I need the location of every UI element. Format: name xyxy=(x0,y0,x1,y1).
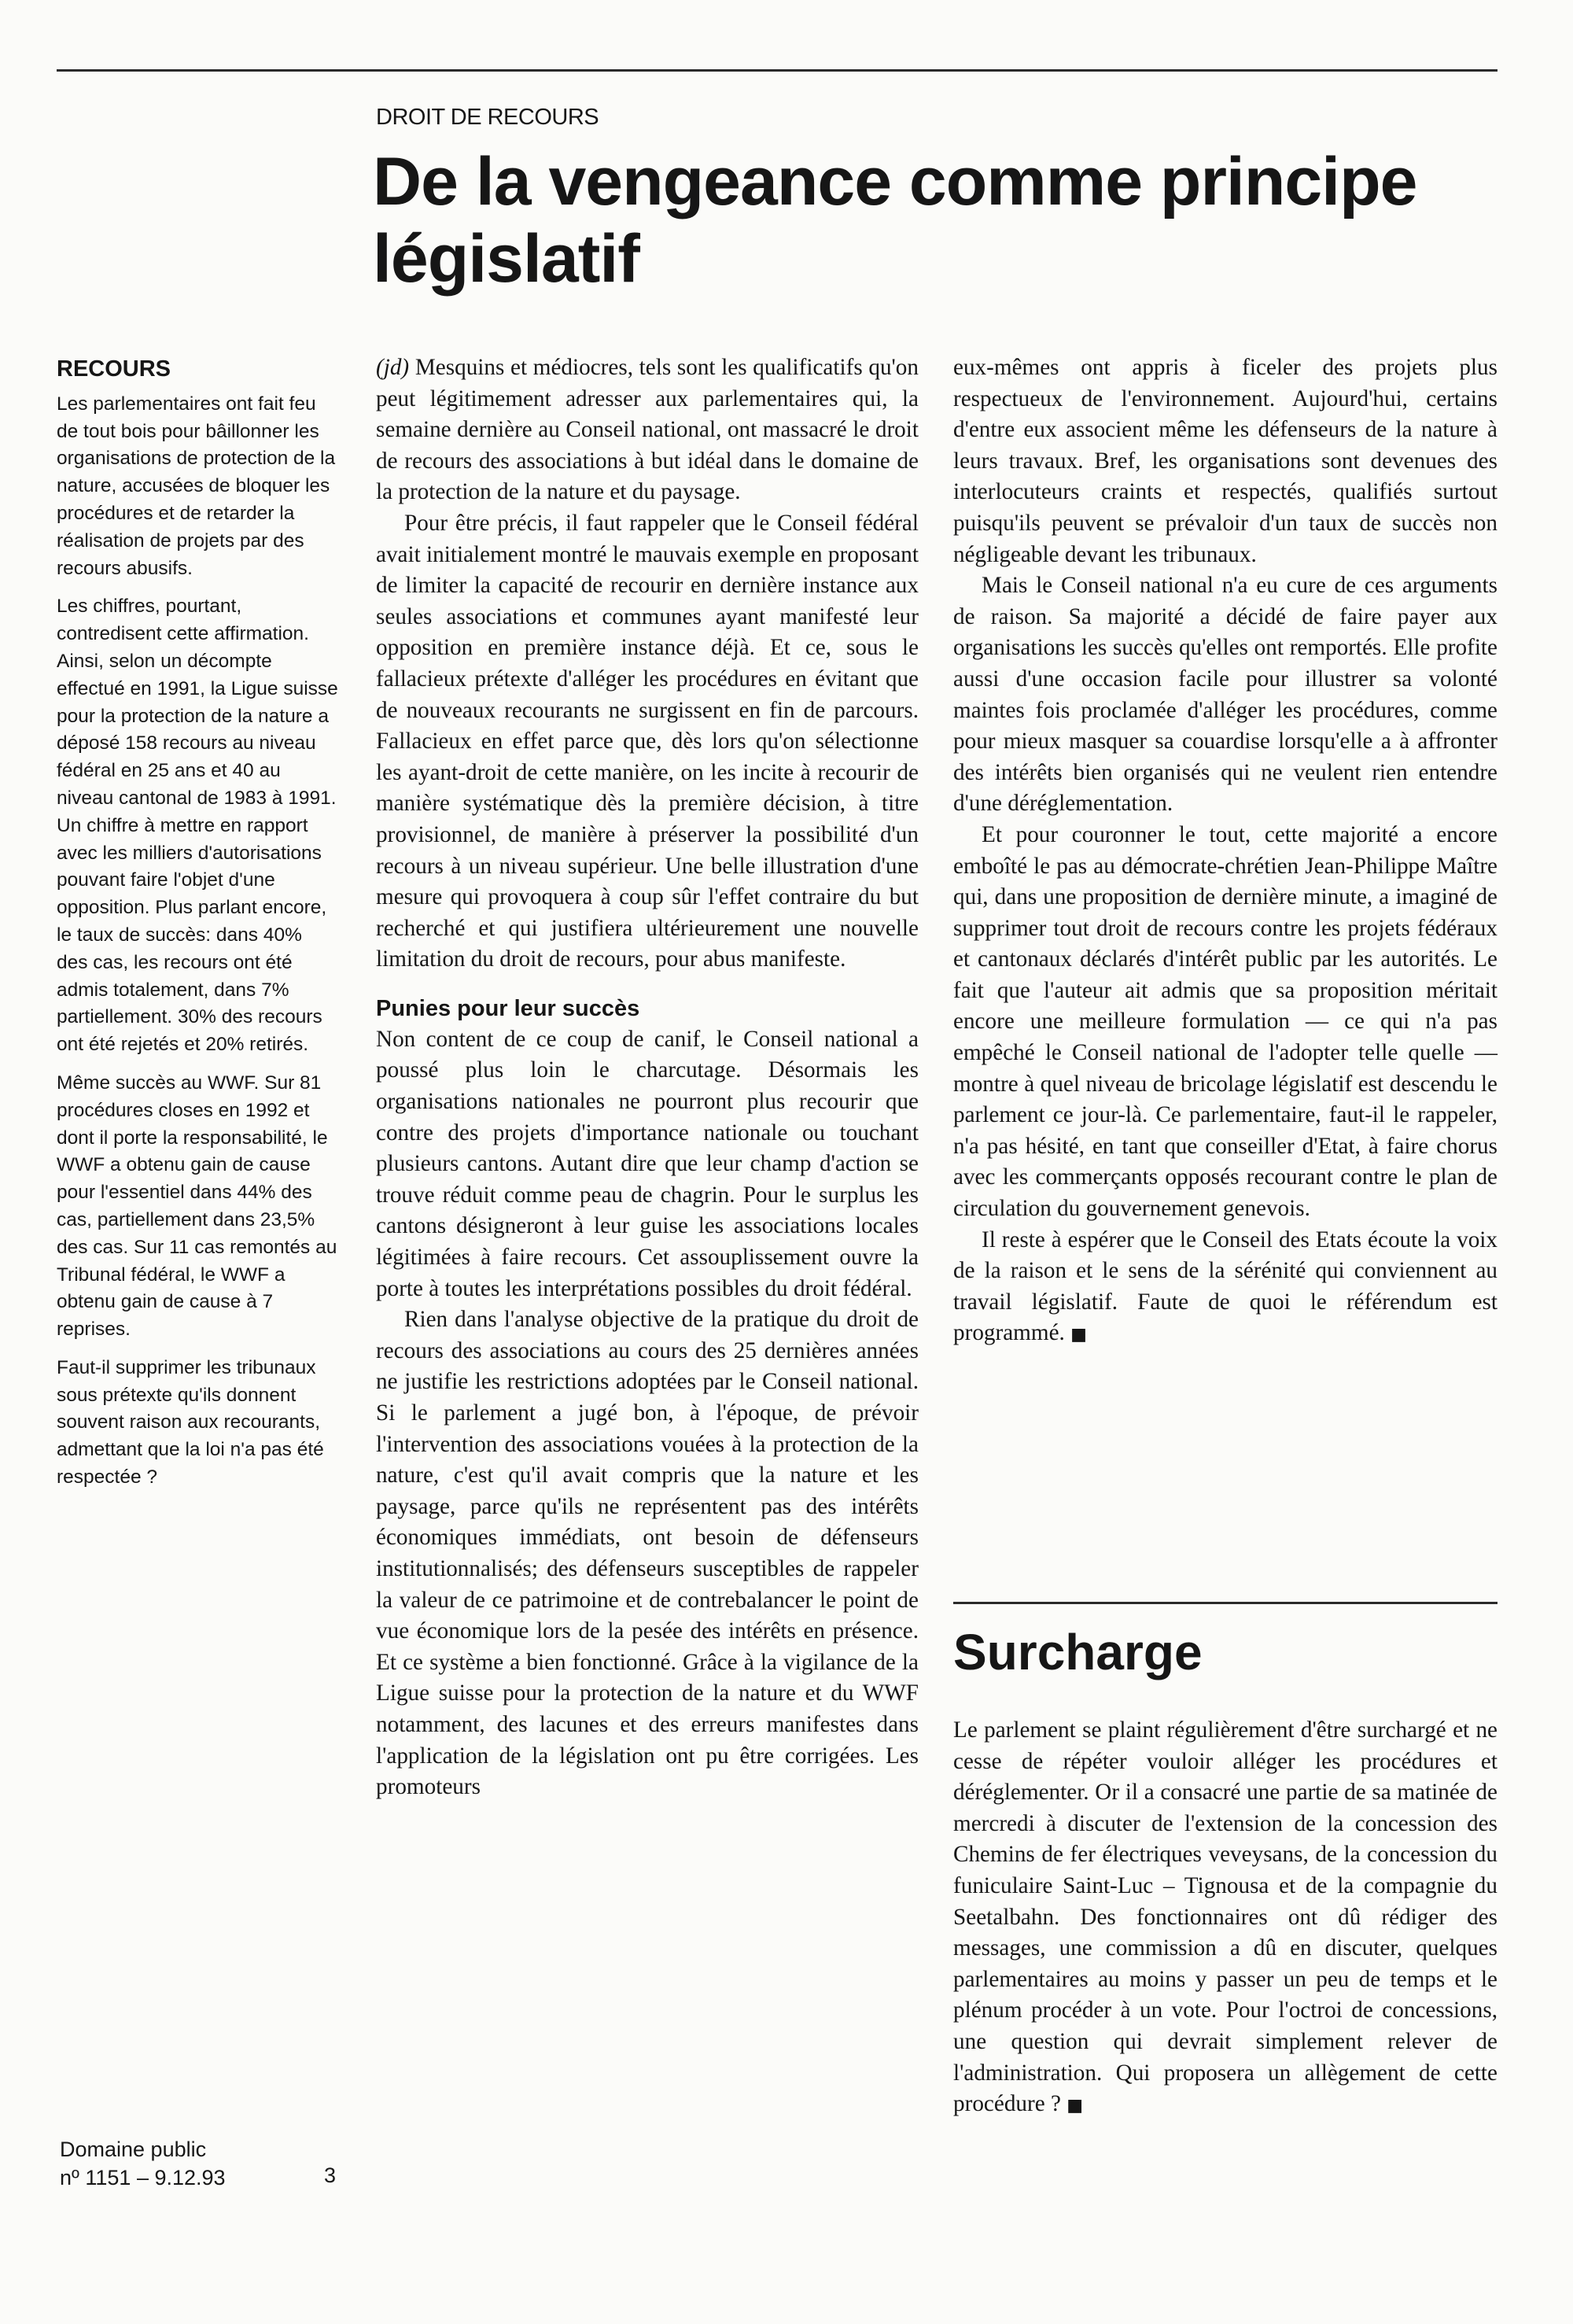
article-paragraph: Et pour couronner le tout, cette majorité a encore emboîté le pas au démocrate-chrétien Jean-Philippe Maître qui, dans une proposition de dernière minute, a imaginé de supprimer tout droit de recours contre les projets fédéraux et cantonaux déclarés d'intérêt public par les autorités. Le fait que l'auteur ait admis que sa proposition méritait encore une meilleure formulation — ce qui n'a pas empêché le Conseil national de l'adopter telle quelle — montre à quel niveau de bricolage législatif est descendu le parlement ce jour-là. Ce parlementaire, faut-il le rappeler, n'a pas hésité, en tant que conseiller d'Etat, à faire chorus avec les commerçants opposés recourant contre le plan de circulation du gouvernement genevois. xyxy=(953,821,1497,1222)
article-column-1 xyxy=(376,352,919,1803)
article-paragraph: Pour être précis, il faut rappeler que le Conseil fédéral avait initialement montré le mauvais exemple en proposant de limiter la capacité de recourir en dernière instance aux seules associations et communes ayant manifesté leur opposition en première instance déjà. Et ce, sous le fallacieux prétexte d'alléger les procédures en évitant que de nouveaux recourants ne surgissent en fin de parcours. Fallacieux en effet parce que, dès lors qu'on sélectionne les ayant-droit de cette manière, on les incite à recourir de manière systématique dès la première décision, à titre provisionnel, de manière à préserver la possibilité d'un recours à un niveau supérieur. Une belle illustration d'une mesure qui provoquera à coup sûr l'effet contraire du but recherché et qui justifiera ultérieurement une nouvelle limitation du droit de recours, pour abus manifeste. xyxy=(376,510,919,972)
sidebar-heading: RECOURS xyxy=(57,356,171,382)
box-rule xyxy=(953,1602,1497,1604)
article-column-2 xyxy=(953,352,1497,1351)
article-title: De la vengeance comme principe législatif xyxy=(373,144,1417,297)
sidebar-paragraph: Même succès au WWF. Sur 81 procédures closes en 1992 et dont il porte la responsabilité, le WWF a obtenu gain de cause pour l'essentiel dans 44% des cas, partiellement dans 23,5% des cas. Sur 11 cas remontés au Tribunal fédéral, le WWF a obtenu gain de cause à 7 reprises. xyxy=(57,1072,337,1341)
box-title: Surcharge xyxy=(953,1624,1203,1680)
end-mark-icon: ■ xyxy=(1066,2096,1084,2116)
article-subheading: Punies pour leur succès xyxy=(376,995,640,1021)
publication-name: Domaine public xyxy=(60,2138,207,2161)
sidebar-recours xyxy=(57,356,338,1503)
footer xyxy=(60,2135,343,2192)
box-text xyxy=(953,1715,1497,2122)
box-paragraph: Le parlement se plaint régulièrement d'être surchargé et ne cesse de répéter vouloir alléger les procédures et déréglementer. Or il a consacré une partie de sa matinée de mercredi à discuter de l'extension de la concession des Chemins de fer électriques veveysans, de la concession du funiculaire Saint-Luc – Tignousa et de la compagnie du Seetalbahn. Des fonctionnaires ont dû rédiger des messages, une commission a dû en discuter, quelques parlementaires au moins y passer un peu de temps et le plénum procéder à un vote. Pour l'octroi de concessions, une question qui devrait simplement relever de l'administration. Qui proposera un allègement de cette procédure ? ■ xyxy=(953,1717,1497,2117)
sidebar-paragraph: Faut-il supprimer les tribunaux sous prétexte qu'ils donnent souvent raison aux recourants, admettant que la loi n'a pas été respectée ? xyxy=(57,1356,324,1488)
article-paragraph: Non content de ce coup de canif, le Conseil national a poussé plus loin le charcutage. Désormais les organisations nationales ne pourront plus recourir que contre des projets d'importance nationale ou touchant plusieurs cantons. Autant dire que leur champ d'action se trouve réduit comme peau de chagrin. Pour le surplus les cantons désigneront à leur guise les associations locales légitimées à faire recours. Cet assouplissement ouvre la porte à toutes les interprétations possibles du droit fédéral. xyxy=(376,1026,919,1301)
article-paragraph: (jd) Mesquins et médiocres, tels sont les qualificatifs qu'on peut légitimement adresser aux parlementaires qui, la semaine dernière au Conseil national, ont massacré le droit de recours des associations à but idéal dans le domaine de la protection de la nature et du paysage. xyxy=(376,355,919,505)
article-paragraph: Rien dans l'analyse objective de la pratique du droit de recours des associations au cours des 25 dernières années ne justifie les restrictions adoptées par le Conseil national. Si le parlement a jugé bon, à l'époque, de prévoir l'intervention des associations vouées à la protection de la nature, c'est qu'il avait compris que la nature et les paysage, parce qu'ils ne représentent pas des intérêts économiques immédiats, ont besoin de défenseurs institutionnalisés; des défenseurs susceptibles de rappeler la valeur de ce patrimoine et de contrebalancer le point de vue économique lors de la pesée des intérêts en présence. Et ce système a bien fonctionné. Grâce à la vigilance de la Ligue suisse pour la protection de la nature et du WWF notamment, des lacunes et des erreurs manifestes dans l'application de la législation ont pu être corrigées. Les promoteurs xyxy=(376,1307,919,1800)
sidebar-paragraph: Les parlementaires ont fait feu de tout bois pour bâillonner les organisations de protection de la nature, accusées de bloquer les procédures et de retarder la réalisation de projets par des recours abusifs. xyxy=(57,393,336,579)
article-paragraph: Il reste à espérer que le Conseil des Etats écoute la voix de la raison et le sens de la sérénité qui conviennent au travail législatif. Faute de quoi le référendum est programmé. ■ xyxy=(953,1227,1497,1346)
end-mark-icon: ■ xyxy=(1070,1325,1087,1345)
page-number: 3 xyxy=(324,2164,337,2187)
sidebar-paragraph: Les chiffres, pourtant, contredisent cette affirmation. Ainsi, selon un décompte effectué en 1991, la Ligue suisse pour la protection de la nature a déposé 158 recours au niveau fédéral en 25 ans et 40 au niveau cantonal de 1983 à 1991. Un chiffre à mettre en rapport avec les milliers d'autorisations pouvant faire l'objet d'une opposition. Plus parlant encore, le taux de succès: dans 40% des cas, les recours ont été admis totalement, dans 7% partiellement. 30% des recours ont été rejetés et 20% retirés. xyxy=(57,596,338,1056)
section-kicker: DROIT DE RECOURS xyxy=(376,105,599,130)
article-paragraph: Mais le Conseil national n'a eu cure de ces arguments de raison. Sa majorité a décidé de faire payer aux organisations les succès qu'elles ont remportés. Elle profite aussi d'une occasion facile pour illustrer sa volonté maintes fois proclamée d'alléger les procédures, comme pour mieux masquer sa couardise lorsqu'elle a à affronter des intérêts bien organisés qui ne veulent rien entendre d'une déréglementation. xyxy=(953,573,1497,817)
byline: (jd) xyxy=(376,355,410,380)
issue-number: nº 1151 – 9.12.93 xyxy=(60,2166,226,2189)
top-rule xyxy=(57,69,1497,72)
article-paragraph: eux-mêmes ont appris à ficeler des projets plus respectueux de l'environnement. Aujourd'hui, certains d'entre eux associent même les défenseurs de la nature à leurs travaux. Bref, les organisations sont devenues des interlocuteurs craints et respectés, qualifiés surtout puisqu'ils peuvent se prévaloir d'un taux de succès non négligeable devant les tribunaux. xyxy=(953,355,1497,567)
